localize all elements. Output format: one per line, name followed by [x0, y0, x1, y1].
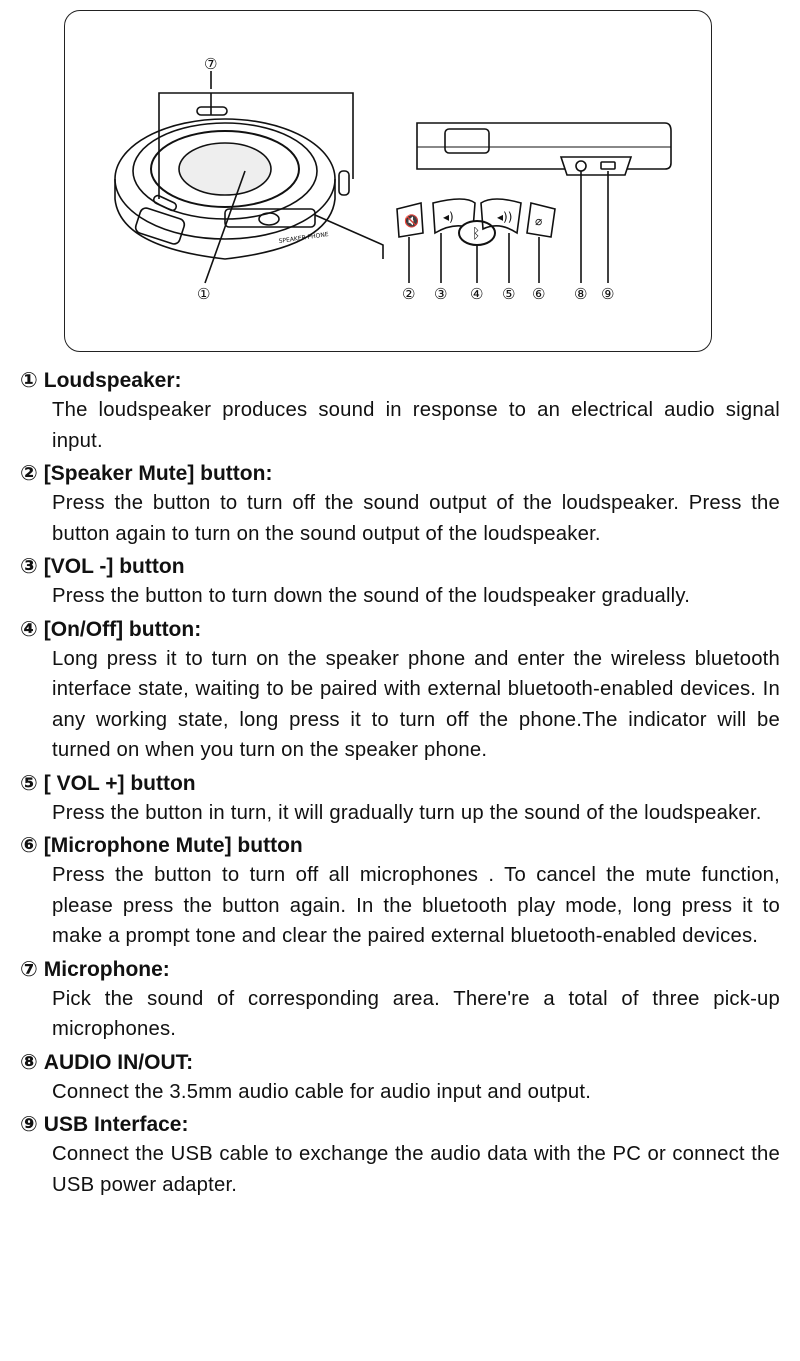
item-microphone	[20, 955, 780, 1045]
item-number: ⑧	[20, 1050, 38, 1074]
item-title: [Speaker Mute] button:	[43, 462, 273, 485]
item-title: AUDIO IN/OUT:	[43, 1050, 194, 1074]
item-title: [Microphone Mute] button	[43, 834, 303, 857]
item-description: Long press it to turn on the speaker phone and enter the wireless bluetooth interface state, waiting to be paired with external bluetooth-enabled devices. In any working state, long press it to turn off the phone.The indicator will be turned on when you turn on the speaker phone.	[52, 647, 780, 761]
callout-3: ③	[434, 285, 448, 303]
item-number: ⑦	[20, 957, 38, 981]
microphone-top	[197, 107, 227, 115]
item-description: Press the button to turn off all microphones . To cancel the mute function, please press the button again. In the bluetooth play mode, long press it to make a prompt tone and clear the paired external bluetooth-enabled devices.	[52, 864, 780, 947]
callout-9: ⑨	[601, 285, 615, 303]
device-side-view	[417, 123, 671, 169]
item-description: Press the button to turn down the sound of the loudspeaker gradually.	[52, 585, 691, 607]
item-on-off	[20, 615, 780, 766]
callout-7: ⑦	[204, 55, 218, 73]
item-number: ④	[20, 617, 38, 641]
device-label: SPEAKER PHONE	[278, 231, 330, 245]
callout-6: ⑥	[532, 285, 546, 303]
item-title: Loudspeaker:	[43, 369, 182, 392]
item-audio-in-out	[20, 1048, 780, 1108]
item-vol-plus	[20, 769, 780, 829]
callout-2: ②	[402, 285, 416, 303]
item-description: Pick the sound of corresponding area. There're a total of three pick-up microphones.	[52, 987, 780, 1040]
speaker-mute-icon: 🔇	[404, 214, 419, 228]
loudspeaker-center	[179, 143, 271, 195]
item-description: Press the button in turn, it will gradually turn up the sound of the loudspeaker.	[52, 801, 762, 824]
item-loudspeaker	[20, 366, 780, 456]
item-title: USB Interface:	[43, 1113, 189, 1136]
item-title: [VOL -] button	[43, 555, 185, 578]
item-number: ⑥	[20, 834, 38, 857]
product-diagram	[64, 10, 712, 352]
item-number: ③	[20, 555, 38, 578]
item-number: ⑨	[20, 1113, 38, 1136]
speakerphone-illustration	[65, 11, 713, 353]
bluetooth-icon: ᛒ	[472, 226, 481, 242]
item-mic-mute	[20, 831, 780, 952]
item-description: Press the button to turn off the sound output of the loudspeaker. Press the button again to turn on the sound output of the loudspeaker.	[52, 492, 780, 545]
callout-4: ④	[470, 285, 484, 303]
item-title: Microphone:	[43, 957, 170, 981]
item-vol-minus	[20, 552, 780, 612]
item-speaker-mute	[20, 459, 780, 549]
microphone-right	[339, 171, 349, 195]
volume-up-icon: ◂))	[497, 210, 513, 224]
mic-mute-icon: ⌀	[535, 214, 543, 228]
item-title: [On/Off] button:	[43, 617, 202, 641]
item-number: ①	[20, 369, 38, 392]
item-number: ②	[20, 462, 38, 485]
item-usb-interface	[20, 1110, 780, 1200]
volume-down-icon: ◂)	[443, 210, 454, 224]
item-title: [ VOL +] button	[43, 771, 196, 795]
item-description: Connect the USB cable to exchange the audio data with the PC or connect the USB power adapter.	[52, 1143, 780, 1196]
item-description: The loudspeaker produces sound in response to an electrical audio signal input.	[52, 399, 780, 452]
item-description: Connect the 3.5mm audio cable for audio input and output.	[52, 1080, 592, 1103]
callout-5: ⑤	[502, 285, 516, 303]
callout-8: ⑧	[574, 285, 588, 303]
callout-1: ①	[197, 285, 211, 303]
item-number: ⑤	[20, 771, 38, 795]
port-panel	[561, 157, 631, 175]
feature-list	[20, 366, 780, 1203]
